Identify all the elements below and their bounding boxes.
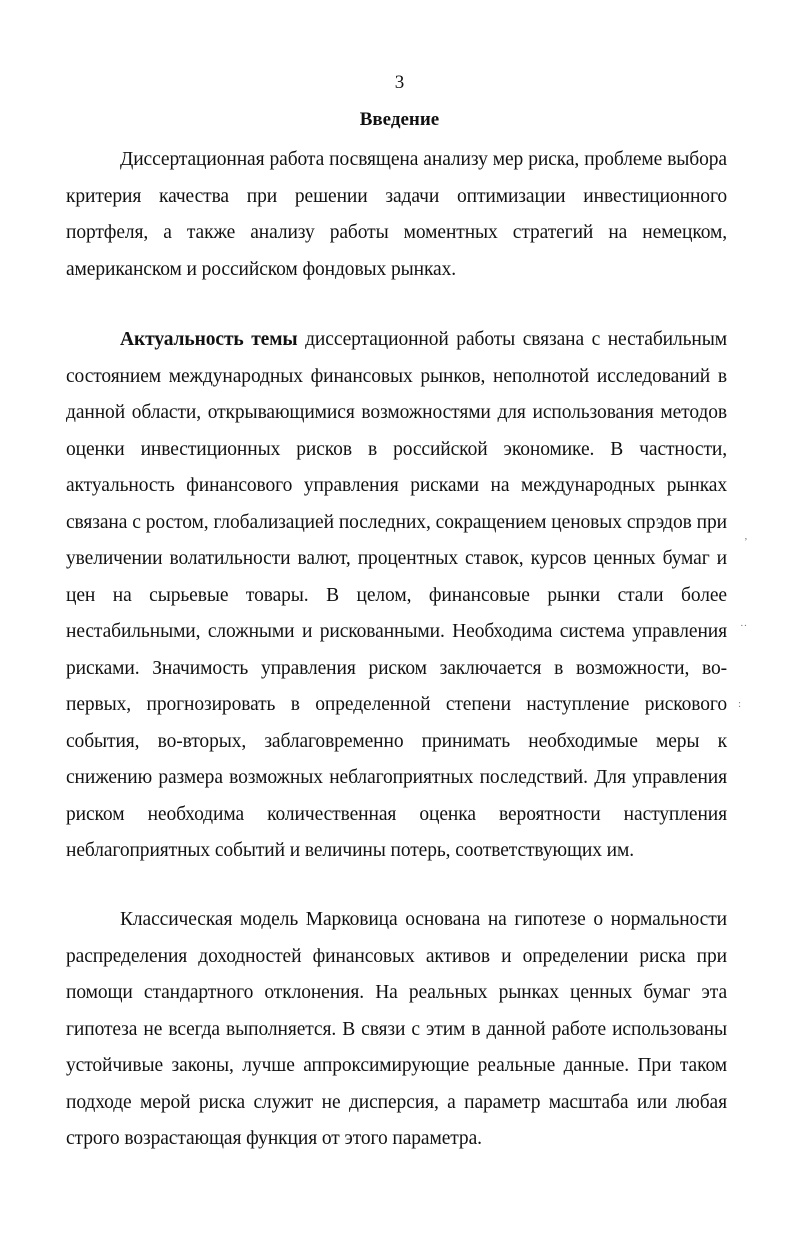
scan-speck: ·· xyxy=(740,620,748,632)
paragraph-intro: Диссертационная работа посвящена анализу мер риска, проблеме выбора критерия качества при решении задачи оптимизации инвестиционного портфеля, а также анализу работы моментных стратегий на немецком, американском и российском фондовых рынках. xyxy=(66,149,727,280)
scan-speck: ʼ xyxy=(744,536,748,548)
relevance-body: диссертационной работы связана с нестабильным состоянием международных финансовых рынков, неполнотой исследований в данной области, открывающимися возможностями для использования методов оценки инвестиционных рисков в российской экономике. В частности, актуальность финансового управления рисками на международных рынках связана с ростом, глобализацией последних, сокращением ценовых спрэдов при увеличении волатильности валют, процентных ставок, курсов ценных бумаг и цен на сырьевые товары. В целом, финансовые рынки стали более нестабильными, сложными и рискованными. Необходима система управления рисками. Значимость управления риском заключается в возможности, во-первых, прогнозировать в определенной степени наступление рискового события, во-вторых, заблаговременно принимать необходимые меры к снижению размера возможных неблагоприятных последствий. Для управления риском необходима количественная оценка вероятности наступления неблагоприятных событий и величины потерь, соответствующих им. xyxy=(66,329,727,861)
paragraph-relevance xyxy=(66,322,727,870)
scan-speck: : xyxy=(738,698,742,710)
paragraph-markowitz-block xyxy=(66,902,727,1158)
section-heading: Введение xyxy=(359,109,440,130)
relevance-lead: Актуальность темы xyxy=(120,329,298,350)
paragraph-relevance-block xyxy=(66,322,727,870)
page-number: 3 xyxy=(394,72,405,93)
paragraph-markowitz: Классическая модель Марковица основана на гипотезе о нормальности распределения доходностей финансовых активов и определении риска при помощи стандартного отклонения. На реальных рынках ценных бумаг эта гипотеза не всегда выполняется. В связи с этим в данной работе использованы устойчивые законы, лучше аппроксимирующие реальные данные. При таком подходе мерой риска служит не дисперсия, а параметр масштаба или любая строго возрастающая функция от этого параметра. xyxy=(66,909,727,1149)
paragraph-intro-block xyxy=(66,142,727,288)
